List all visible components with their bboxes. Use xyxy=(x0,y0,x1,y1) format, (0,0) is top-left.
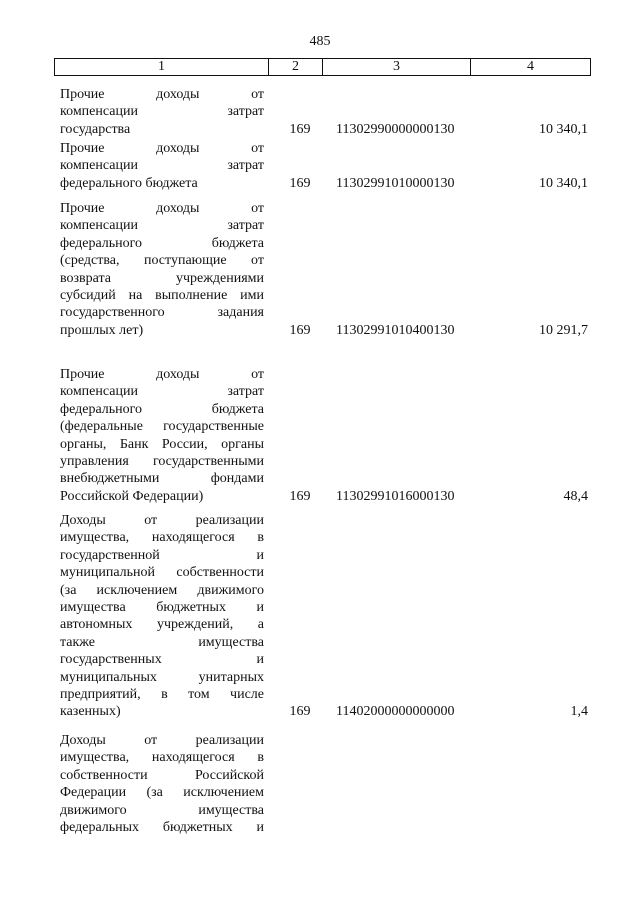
row-description xyxy=(60,140,264,192)
description-line: Прочие доходы от xyxy=(60,141,264,156)
row-description xyxy=(60,732,264,836)
description-line: Прочие доходы от xyxy=(60,87,264,102)
budget-code-cell: 11302990000000130 xyxy=(336,121,455,137)
description-line: Доходы от реализации xyxy=(60,513,264,528)
description-line: казенных) xyxy=(60,704,121,720)
amount-cell: 10 340,1 xyxy=(539,121,588,137)
amount-cell: 48,4 xyxy=(563,488,588,504)
budget-code-cell: 11302991010000130 xyxy=(336,175,455,191)
row-description xyxy=(60,200,264,339)
description-line: государства xyxy=(60,121,131,137)
amount-cell: 10 291,7 xyxy=(539,322,588,338)
description-line: собственности Российской xyxy=(60,767,264,783)
description-line: государственного задания xyxy=(60,305,264,321)
description-line: Прочие доходы от xyxy=(60,201,264,216)
admin-code-cell: 169 xyxy=(289,322,311,338)
description-line: имущества бюджетных и xyxy=(60,600,264,616)
description-line: муниципальных унитарных xyxy=(60,669,264,685)
row-description xyxy=(60,366,264,505)
description-line: федерального бюджета xyxy=(60,175,198,191)
column-header-table xyxy=(54,58,591,76)
admin-code-cell: 169 xyxy=(289,175,311,191)
description-line: Прочие доходы от xyxy=(60,367,264,382)
description-line: федеральных бюджетных и xyxy=(60,820,264,836)
budget-code-cell: 11302991010400130 xyxy=(336,322,455,338)
column-header-1: 1 xyxy=(55,59,269,76)
description-line: государственной и xyxy=(60,547,264,563)
column-header-2: 2 xyxy=(269,59,323,76)
description-line: Федерации (за исключением xyxy=(60,785,264,801)
description-line: компенсации затрат xyxy=(60,104,264,120)
budget-code-cell: 11302991016000130 xyxy=(336,488,455,504)
description-line: движимого имущества xyxy=(60,802,264,818)
description-line: (средства, поступающие от xyxy=(60,253,264,269)
description-line: управления государственными xyxy=(60,454,264,470)
description-line: внебюджетными фондами xyxy=(60,471,264,487)
admin-code-cell: 169 xyxy=(289,704,311,720)
description-line: федерального бюджета xyxy=(60,401,264,417)
column-header-row xyxy=(55,59,591,76)
description-line: (федеральные государственные xyxy=(60,419,264,435)
description-line: прошлых лет) xyxy=(60,322,144,338)
description-line: Доходы от реализации xyxy=(60,733,264,748)
description-line: автономных учреждений, а xyxy=(60,617,264,633)
description-line: компенсации затрат xyxy=(60,218,264,234)
description-line: федерального бюджета xyxy=(60,235,264,251)
description-line: субсидий на выполнение ими xyxy=(60,288,264,304)
row-description xyxy=(60,512,264,721)
budget-code-cell: 11402000000000000 xyxy=(336,704,455,720)
description-line: имущества, находящегося в xyxy=(60,750,264,766)
admin-code-cell: 169 xyxy=(289,121,311,137)
description-line: также имущества xyxy=(60,634,264,650)
description-line: имущества, находящегося в xyxy=(60,530,264,546)
page-number: 485 xyxy=(309,34,331,49)
description-line: возврата учреждениями xyxy=(60,270,264,286)
description-line: Российской Федерации) xyxy=(60,488,204,504)
description-line: компенсации затрат xyxy=(60,158,264,174)
description-line: компенсации затрат xyxy=(60,384,264,400)
column-header-3: 3 xyxy=(323,59,471,76)
amount-cell: 10 340,1 xyxy=(539,175,588,191)
description-line: государственных и xyxy=(60,652,264,668)
description-line: органы, Банк России, органы xyxy=(60,436,264,452)
description-line: (за исключением движимого xyxy=(60,582,264,598)
description-line: муниципальной собственности xyxy=(60,565,264,581)
row-description xyxy=(60,86,264,138)
amount-cell: 1,4 xyxy=(570,704,588,720)
column-header-4: 4 xyxy=(471,59,591,76)
admin-code-cell: 169 xyxy=(289,488,311,504)
description-line: предприятий, в том числе xyxy=(60,687,264,703)
